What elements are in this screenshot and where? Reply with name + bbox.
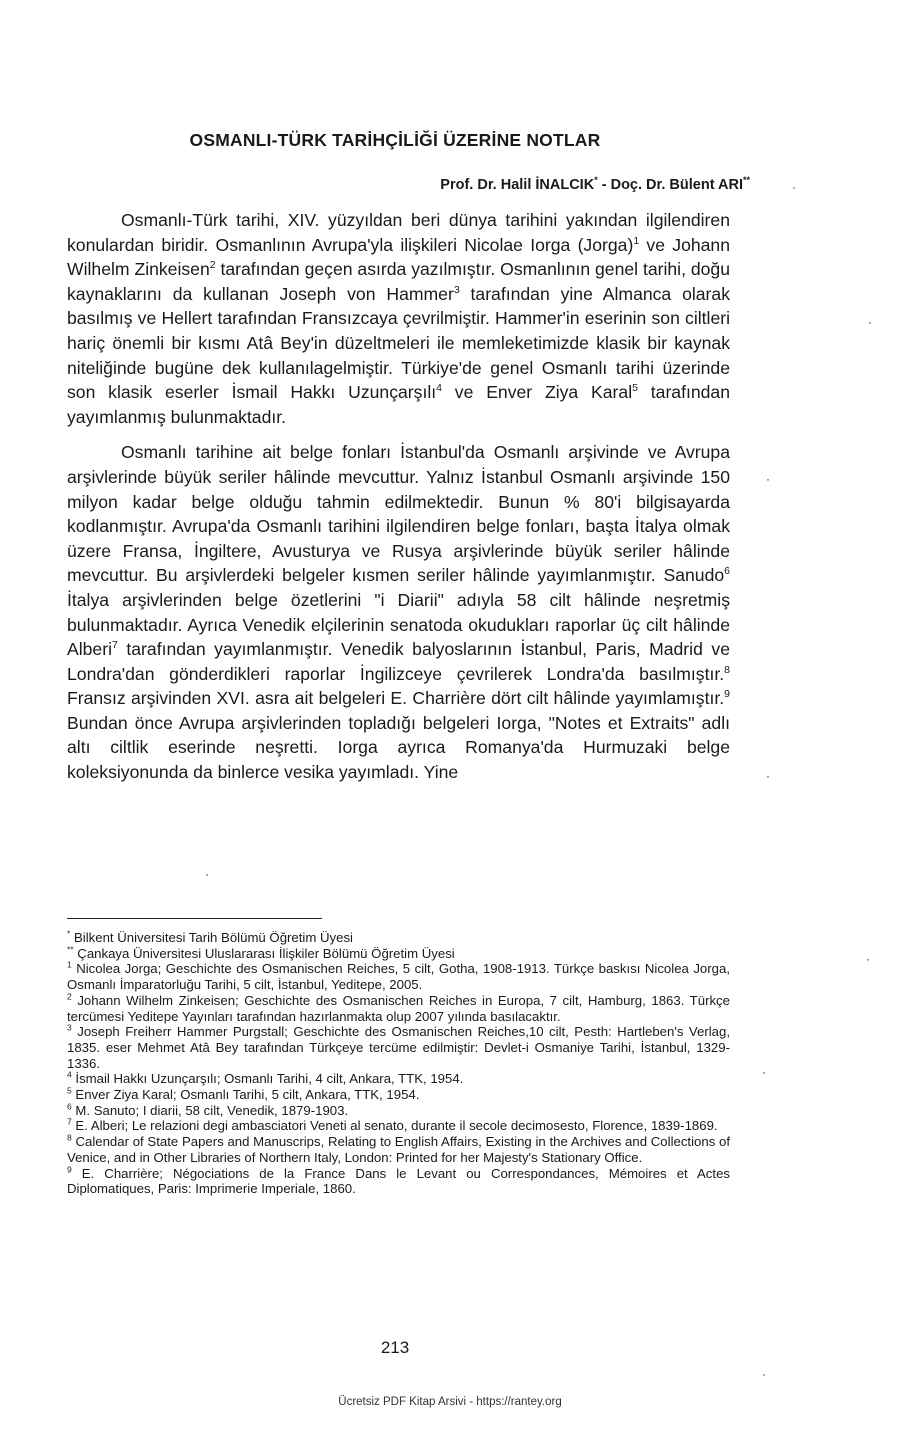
footnotes [67,930,730,1197]
footnote [67,1024,730,1071]
footnote-ref: 3 [453,283,460,296]
footnote-text: İsmail Hakkı Uzunçarşılı; Osmanlı Tarihi, 4 cilt, Ankara, TTK, 1954. [75,1071,464,1087]
body-paragraph [67,208,730,429]
footnote-ref: 7 [111,639,118,652]
page-number: 213 [380,1338,410,1357]
footnote-ref: 9 [724,688,730,701]
author-inalcik: Prof. Dr. Halil İNALCIK [440,176,595,193]
footnote [67,993,730,1024]
body-text-run: tarafından yayımlanmıştır. Venedik balyoslarının İstanbul, Paris, Madrid ve Londra'dan gönderdikleri raporlar İngilizceye çevrilerek Londra'da basılmıştır. [67,639,730,684]
author-separator: - [597,176,611,193]
footnote-ref: 2 [209,259,216,272]
footnote-mark: ** [67,944,74,955]
footnote-mark: 8 [67,1132,72,1143]
body-text-run: ve Johann Wilhelm Zinkeisen [67,234,730,280]
footnote-ref: 5 [632,382,638,395]
author-mark-2: ** [742,175,750,185]
footnote [67,1166,730,1197]
author-mark-1: * [594,175,598,185]
footnote-mark: 7 [67,1117,72,1128]
footnote-ref: 1 [633,234,640,247]
body-text-run: Bundan önce Avrupa arşivlerinden topladığı belgeleri Iorga, "Notes et Extraits" adlı altı ciltlik eserinde neşretti. Iorga ayrıca Romanya'da Hurmuzaki belge koleksiyonunda da binlerce vesika yayımladı. Yine [67,712,730,783]
footnote-mark: 6 [67,1101,72,1112]
footnote-text: M. Sanuto; I diarii, 58 cilt, Venedik, 1879-1903. [75,1102,349,1118]
footnote-ref: 4 [436,382,442,395]
body-text-run: tarafından yine Almanca olarak basılmış ve Hellert tarafından Fransızcaya çevrilmiştir. Hammer'in eserinin son ciltleri hariç önemli bir kısmı Atâ Bey'in düzeltmeleri ile memleketimizde klasik bir kaynak niteliğinde bugüne dek kullanılagelmiştir. Türkiye'de genel Osmanlı tarihi üzerinde son klasik eserler İsmail Hakkı Uzunçarşılı [67,283,730,403]
body-text [67,208,730,785]
footnote-separator [67,918,322,919]
footnote [67,1103,730,1119]
footnote-text: Nicolea Jorga; Geschichte des Osmanischen Reiches, 5 cilt, Gotha, 1908-1913. Türkçe baskısı Nicolea Jorga, Osmanlı İmparatorluğu Tarihi, 5 cilt, İstanbul, Yeditepe, 2005. [67,961,730,993]
footnote-ref: 6 [724,565,730,578]
footnote [67,1134,730,1165]
body-paragraph [67,440,730,784]
scan-speck: · [766,472,770,486]
author-ari: Doç. Dr. Bülent ARI [610,176,743,193]
footnote-mark: 4 [67,1069,72,1080]
footnote-text: Johann Wilhelm Zinkeisen; Geschichte des Osmanischen Reiches in Europa, 7 cilt, Hamburg, 1863. Türkçe tercümesi Yeditepe Yayınları tarafından hazırlanmakta olup 2007 yılında basılacaktır. [67,992,730,1024]
body-text-run: İtalya arşivlerinden belge özetlerini "i Diarii" adıyla 58 cilt hâlinde neşretmiş bulunmaktadır. Ayrıca Venedik elçilerinin senatoda okudukları raporlar üç cilt hâlinde Alberi [67,589,730,660]
footnote-mark: 2 [67,991,72,1002]
footnote-text: Calendar of State Papers and Manuscrips, Relating to English Affairs, Existing in the Archives and Collections of Venice, and in Other Libraries of Northern Italy, London: Printed for her Majesty's Stationary Office. [67,1134,731,1165]
footer-text: Ücretsiz PDF Kitap Arsivi - https://rantey.org [338,1396,562,1408]
scan-speck: · [205,867,209,881]
footnote-ref: 8 [724,663,730,676]
footnote-text: E. Alberi; Le relazioni degi ambasciatori Veneti al senato, durante il secole decimosesto, Florence, 1839-1869. [75,1118,718,1134]
footnote [67,961,730,992]
scan-speck: · [762,1367,766,1381]
footnote [67,946,730,962]
scan-speck: · [762,1065,766,1079]
footnote-text: Bilkent Üniversitesi Tarih Bölümü Öğretim Üyesi [73,930,353,945]
scan-speck: · [766,769,770,783]
author-line [440,175,750,193]
footnote-mark: 9 [67,1164,72,1175]
footnote-text: Joseph Freiherr Hammer Purgstall; Geschichte des Osmanischen Reiches,10 cilt, Pesth: Hartleben's Verlag, 1835. eser Mehmet Atâ Bey tarafından Türkçeye tercüme edilmiştir: Devlet-i Osmaniye Tarihi, İstanbul, 1329-1336. [67,1024,730,1071]
scan-speck: · [868,315,872,329]
footnote [67,930,730,946]
article-title: OSMANLI-TÜRK TARİHÇİLİĞİ ÜZERİNE NOTLAR [189,130,601,150]
scan-speck: · [866,952,870,966]
footnote-text: Enver Ziya Karal; Osmanlı Tarihi, 5 cilt, Ankara, TTK, 1954. [75,1087,420,1103]
footnote-mark: * [67,928,71,939]
body-text-run: Osmanlı-Türk tarihi, XIV. yüzyıldan beri dünya tarihini yakından ilgilendiren konulardan biridir. Osmanlının Avrupa'yla ilişkileri Nicolae Iorga (Jorga) [67,210,730,255]
footnote-text: Çankaya Üniversitesi Uluslararası İlişkiler Bölümü Öğretim Üyesi [77,945,455,961]
body-text-run: ve Enver Ziya Karal [441,382,633,403]
footnote-text: E. Charrière; Négociations de la France Dans le Levant ou Correspondances, Mémoires et Actes Diplomatiques, Paris: Imprimerie Imperiale, 1860. [67,1165,730,1197]
footnote-mark: 3 [67,1022,72,1033]
body-text-run: tarafından yayımlanmış bulunmaktadır. [67,382,731,427]
body-text-run: Fransız arşivinden XVI. asra ait belgeleri E. Charrière dört cilt hâlinde yayımlamıştır. [67,688,725,709]
body-text-run: tarafından geçen asırda yazılmıştır. Osmanlının genel tarihi, doğu kaynaklarını da kullanan Joseph von Hammer [67,259,731,304]
footnote-mark: 5 [67,1085,72,1096]
footnote-mark: 1 [67,960,72,971]
body-text-run: Osmanlı tarihine ait belge fonları İstanbul'da Osmanlı arşivinde ve Avrupa arşivlerinde büyük seriler hâlinde mevcuttur. Yalnız İstanbul Osmanlı arşivinde 150 milyon kadar belge olduğu tahmin edilmektedir. Bunun % 80'i bilgisayarda kodlanmıştır. Avrupa'da Osmanlı tarihini ilgilendiren belge fonları, başta İtalya olmak üzere Fransa, İngiltere, Avusturya ve Rusya arşivlerinde büyük seriler hâlinde mevcuttur. Bu arşivlerdeki belgeler kısmen seriler hâlinde yayımlanmıştır. Sanudo [67,442,730,586]
footnote [67,1087,730,1103]
footnote [67,1071,730,1087]
scan-speck: · [792,180,796,194]
footnote [67,1118,730,1134]
